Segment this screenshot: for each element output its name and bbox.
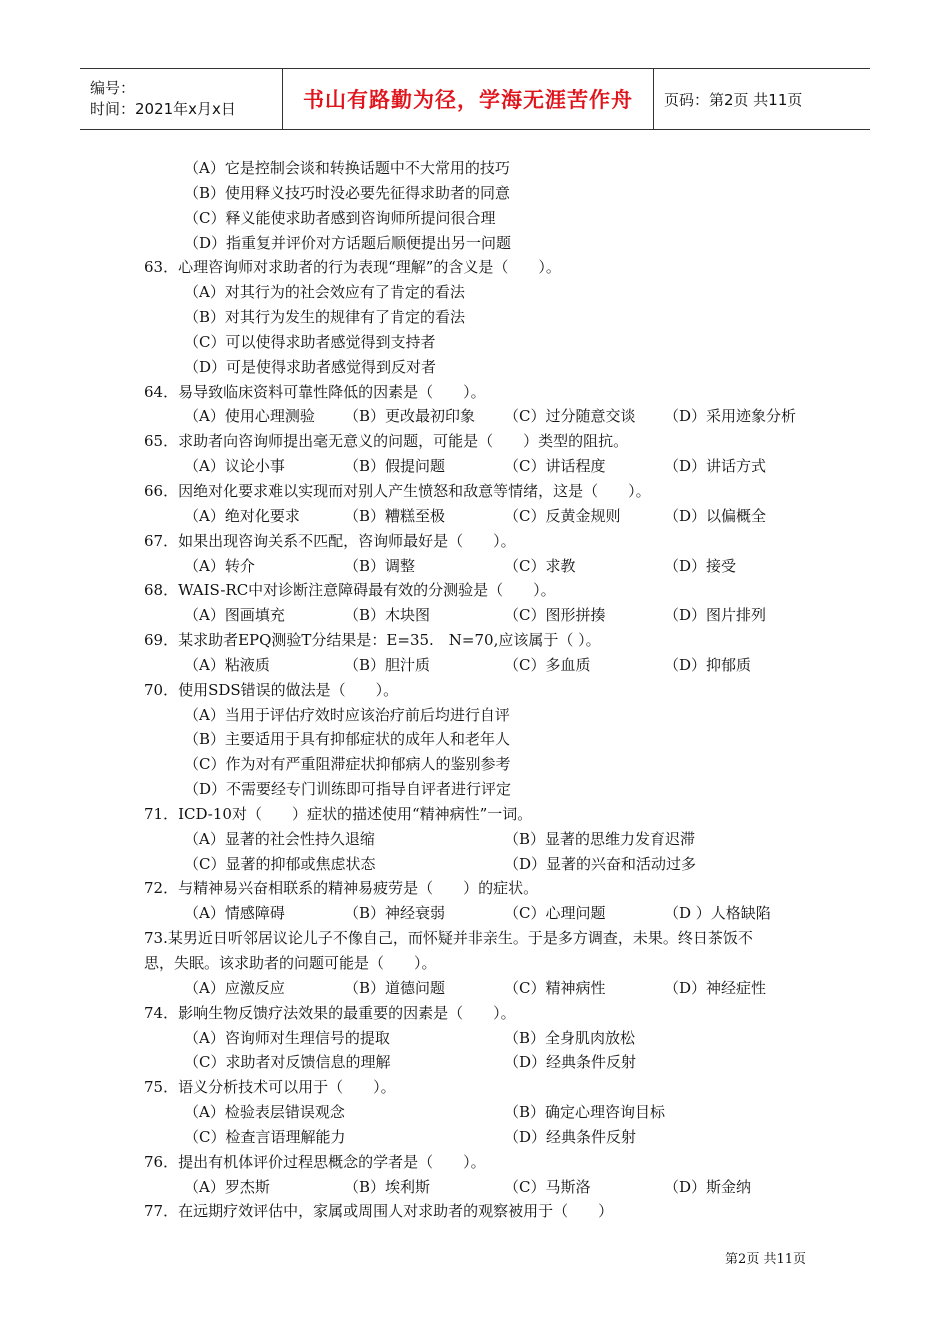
answer-option: （C）讲话程度 xyxy=(504,457,606,476)
answer-option: （B）调整 xyxy=(344,556,416,575)
question-text: 74．影响生物反馈疗法效果的最重要的因素是（ ）。 xyxy=(144,1003,516,1022)
question-text: 73.某男近日听邻居议论儿子不像自己，而怀疑并非亲生。于是多方调查，未果。终日茶饭不 xyxy=(144,929,753,948)
answer-option: （C）反黄金规则 xyxy=(504,506,621,525)
answer-option: （B）假提问题 xyxy=(344,457,446,476)
answer-option: （A）绝对化要求 xyxy=(184,506,300,525)
answer-option: （B）显著的思维力发育迟滞 xyxy=(504,829,696,848)
answer-option: （B）使用释义技巧时没必要先征得求助者的同意 xyxy=(184,183,511,202)
answer-option: （A）情感障碍 xyxy=(184,904,285,923)
answer-option: （D ）人格缺陷 xyxy=(664,904,771,923)
answer-option: （D）采用迹象分析 xyxy=(664,407,797,426)
header-motto: 书山有路勤为径，学海无涯苦作舟 xyxy=(303,88,633,112)
answer-option: （C）求教 xyxy=(504,556,576,575)
answer-option: （C）求助者对反馈信息的理解 xyxy=(184,1053,391,1072)
answer-option: （D）斯金纳 xyxy=(664,1177,752,1196)
answer-option: （B）埃利斯 xyxy=(344,1177,431,1196)
header-page-number: 页码：第2页 共11页 xyxy=(664,90,803,109)
header-page-cell xyxy=(654,69,870,129)
answer-option: （C）心理问题 xyxy=(504,904,606,923)
answer-option: （D）接受 xyxy=(664,556,737,575)
answer-option: （D）指重复并评价对方话题后顺便提出另一问题 xyxy=(184,233,512,252)
answer-options-row xyxy=(144,1026,824,1051)
answer-option: （D）神经症性 xyxy=(664,978,767,997)
answer-option: （B）更改最初印象 xyxy=(344,407,476,426)
question-text: 71．ICD-10对（ ）症状的描述使用“精神病性”一词。 xyxy=(144,804,533,823)
answer-option: （D）经典条件反射 xyxy=(504,1127,637,1146)
answer-options-row xyxy=(144,901,824,926)
answer-option: （B）胆汁质 xyxy=(344,655,431,674)
answer-option: （B）全身肌肉放松 xyxy=(504,1028,636,1047)
answer-options-row xyxy=(144,554,824,579)
question-text: 76．提出有机体评价过程思概念的学者是（ ）。 xyxy=(144,1152,486,1171)
answer-option: （A）使用心理测验 xyxy=(184,407,315,426)
question-text: 68．WAIS-RC中对诊断注意障碍最有效的分测验是（ ）。 xyxy=(144,581,556,600)
question-text: 75．语义分析技术可以用于（ ）。 xyxy=(144,1078,396,1097)
answer-option: （B）对其行为发生的规律有了肯定的看法 xyxy=(184,308,466,327)
answer-option: （A）罗杰斯 xyxy=(184,1177,270,1196)
answer-option: （C）可以使得求助者感觉得到支持者 xyxy=(184,332,436,351)
answer-options-row xyxy=(144,454,824,479)
question-text: 67．如果出现咨询关系不匹配，咨询师最好是（ ）。 xyxy=(144,531,516,550)
answer-options-row xyxy=(144,1050,824,1075)
question-text: 70．使用SDS错误的做法是（ ）。 xyxy=(144,680,399,699)
answer-option: （C）图形拼揍 xyxy=(504,606,606,625)
answer-option: （B）木块图 xyxy=(344,606,431,625)
question-text: 72．与精神易兴奋相联系的精神易疲劳是（ ）的症状。 xyxy=(144,879,539,898)
answer-option: （C）检查言语理解能力 xyxy=(184,1127,346,1146)
document-date: 时间：2021年x月x日 xyxy=(90,100,236,118)
answer-option: （A）粘液质 xyxy=(184,655,270,674)
answer-option: （A）应激反应 xyxy=(184,978,285,997)
answer-options-row xyxy=(144,603,824,628)
answer-option: （C）多血质 xyxy=(504,655,591,674)
answer-option: （B）糟糕至极 xyxy=(344,506,446,525)
answer-options-row xyxy=(144,404,824,429)
answer-options-row xyxy=(144,976,824,1001)
question-text: 思，失眠。该求助者的问题可能是（ ）。 xyxy=(144,954,437,972)
answer-option: （C）过分随意交谈 xyxy=(504,407,636,426)
answer-option: （A）图画填充 xyxy=(184,606,285,625)
answer-option: （C）精神病性 xyxy=(504,978,606,997)
answer-options-row xyxy=(144,1175,824,1200)
answer-option: （D）以偏概全 xyxy=(664,506,767,525)
answer-option: （B）确定心理咨询目标 xyxy=(504,1103,666,1122)
answer-option: （D）不需要经专门训练即可指导自评者进行评定 xyxy=(184,780,512,799)
answer-options-row xyxy=(144,827,824,852)
answer-option: （A）检验表层错误观念 xyxy=(184,1103,345,1122)
answer-option: （B）主要适用于具有抑郁症状的成年人和老年人 xyxy=(184,730,511,749)
answer-options-row xyxy=(144,653,824,678)
answer-option: （C）显著的抑郁或焦虑状态 xyxy=(184,854,376,873)
answer-options-row xyxy=(144,1100,824,1125)
answer-option: （A）对其行为的社会效应有了肯定的看法 xyxy=(184,283,465,302)
document-number-label: 编号： xyxy=(90,79,136,97)
answer-option: （B）神经衰弱 xyxy=(344,904,446,923)
answer-option: （D）经典条件反射 xyxy=(504,1053,637,1072)
answer-option: （A）当用于评估疗效时应该治疗前后均进行自评 xyxy=(184,705,510,724)
page-header xyxy=(80,68,870,130)
header-meta xyxy=(80,69,282,129)
answer-option: （D）显著的兴奋和活动过多 xyxy=(504,854,697,873)
answer-option: （A）显著的社会性持久退缩 xyxy=(184,829,375,848)
answer-option: （D）可是使得求助者感觉得到反对者 xyxy=(184,357,437,376)
question-text: 65．求助者向咨询师提出毫无意义的问题，可能是（ ）类型的阻抗。 xyxy=(144,432,629,451)
answer-option: （A）转介 xyxy=(184,556,255,575)
answer-options-row xyxy=(144,1125,824,1150)
question-text: 63．心理咨询师对求助者的行为表现“理解”的含义是（ ）。 xyxy=(144,258,561,277)
question-list xyxy=(144,156,824,1224)
answer-options-row xyxy=(144,852,824,877)
answer-option: （B）道德问题 xyxy=(344,978,446,997)
question-text: 66．因绝对化要求难以实现而对别人产生愤怒和敌意等情绪，这是（ ）。 xyxy=(144,481,651,500)
question-text: 77．在远期疗效评估中，家属或周围人对求助者的观察被用于（ ） xyxy=(144,1202,614,1221)
answer-option: （C）马斯洛 xyxy=(504,1177,591,1196)
answer-option: （A）议论小事 xyxy=(184,457,285,476)
answer-option: （A）它是控制会谈和转换话题中不大常用的技巧 xyxy=(184,159,510,177)
answer-option: （A）咨询师对生理信号的提取 xyxy=(184,1028,390,1047)
answer-option: （D）抑郁质 xyxy=(664,655,752,674)
answer-option: （D）讲话方式 xyxy=(664,457,767,476)
answer-option: （D）图片排列 xyxy=(664,606,767,625)
answer-option: （C）释义能使求助者感到咨询师所提问很合理 xyxy=(184,208,496,227)
question-text: 64．易导致临床资料可靠性降低的因素是（ ）。 xyxy=(144,382,486,401)
answer-option: （C）作为对有严重阻滞症状抑郁病人的鉴别参考 xyxy=(184,755,511,774)
page-footer: 第2页 共11页 xyxy=(725,1252,806,1267)
header-motto-cell xyxy=(282,69,654,129)
answer-options-row xyxy=(144,504,824,529)
question-text: 69．某求助者EPQ测验T分结果是：E=35. N=70,应该属于（ ）。 xyxy=(144,631,601,650)
